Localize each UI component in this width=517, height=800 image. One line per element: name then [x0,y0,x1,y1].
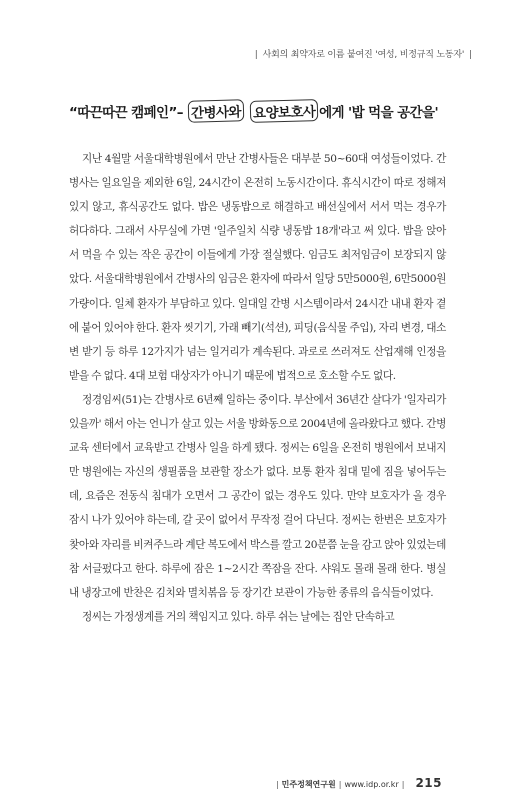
footer-org: 민주정책연구원 [281,780,336,789]
heading-boxed-care-worker: 요양보호사 [250,99,319,123]
footer-divider: | [401,780,405,789]
header-divider-left: | [254,50,258,60]
heading-prefix: “따끈따끈 캠페인”– [69,105,187,121]
footer-url: www.idp.or.kr [344,780,399,789]
paragraph: 정경임씨(51)는 간병사로 6년째 일하는 중이다. 부산에서 36년간 살다가 '일자리가 있을까' 해서 아는 언니가 살고 있는 서울 방화동으로 2004년에 올라왔다고 했다. 간병교육 센터에서 교육받고 간병사 일을 하게 됐다. 정씨는 6일을 온전히 병원에서 보내지만 병원에는 자신의 생필품을 보관할 장소가 없다. 보통 환자 침대 밑에 짐을 넣어두는데, 요즘은 전동식 침대가 오면서 그 공간이 없는 경우도 있다. 만약 보호자가 올 경우 잠시 나가 있어야 하는데, 갈 곳이 없어서 무작정 걸어 다닌다. 정씨는 한번은 보호자가 찾아와 자리를 비켜주느라 계단 복도에서 박스를 깔고 20분쯤 눈을 감고 앉아 있었는데 참 서글펐다고 한다. 하루에 잠은 1~2시간 쪽잠을 잔다. 샤워도 몰래 몰래 한다. 병실 내 냉장고에 반찬은 김치와 멸치볶음 등 장기간 보관이 가능한 종류의 음식들이었다. [69,393,446,599]
paragraph: 정씨는 가정생계를 거의 책임지고 있다. 하루 쉬는 날에는 집안 단속하고 [82,610,395,623]
header-divider-right: | [469,50,472,60]
footer-divider: | [275,780,279,789]
running-title: 사회의 최약자로 이름 붙여진 '여성, 비정규직 노동자' [262,50,465,60]
article-body [69,147,446,629]
footer-divider: | [338,780,342,789]
heading-boxed-caregiver: 간병사와 [188,99,244,122]
page-number: 215 [415,776,442,790]
section-heading [69,100,438,122]
running-header [250,47,477,60]
heading-middle [245,105,249,121]
paragraph: 지난 4월말 서울대학병원에서 만난 간병사들은 대부분 50~60대 여성들이었다. 간병사는 일요일을 제외한 6일, 24시간이 온전히 노동시간이다. 휴식시간이 따로 정해져 있지 않고, 휴식공간도 없다. 밥은 냉동밥으로 해결하고 배선실에서 서서 먹는 경우가 허다하다. 그래서 사무실에 가면 '일주일치 식량 냉동밥 18개'라고 써 있다. 밥을 앉아서 먹을 수 있는 작은 공간이 이들에게 가장 절실했다. 임금도 최저임금이 보장되지 않았다. 서울대학병원에서 간병사의 임금은 환자에 따라서 일당 5만5000원, 6만5000원 가량이다. 일체 환자가 부담하고 있다. 일대일 간병 시스템이라서 24시간 내내 환자 곁에 붙어 있어야 한다. 환자 씻기기, 가래 빼기(석션), 피딩(음식물 주입), 자리 변경, 대소변 받기 등 하루 12가지가 넘는 일거리가 계속된다. 과로로 쓰러져도 산업재해 인정을 받을 수 없다. 4대 보험 대상자가 아니기 때문에 법적으로 호소할 수도 없다. [69,153,446,382]
heading-suffix: 에게 '밥 먹을 공간을' [319,105,438,121]
page-footer [273,776,442,790]
